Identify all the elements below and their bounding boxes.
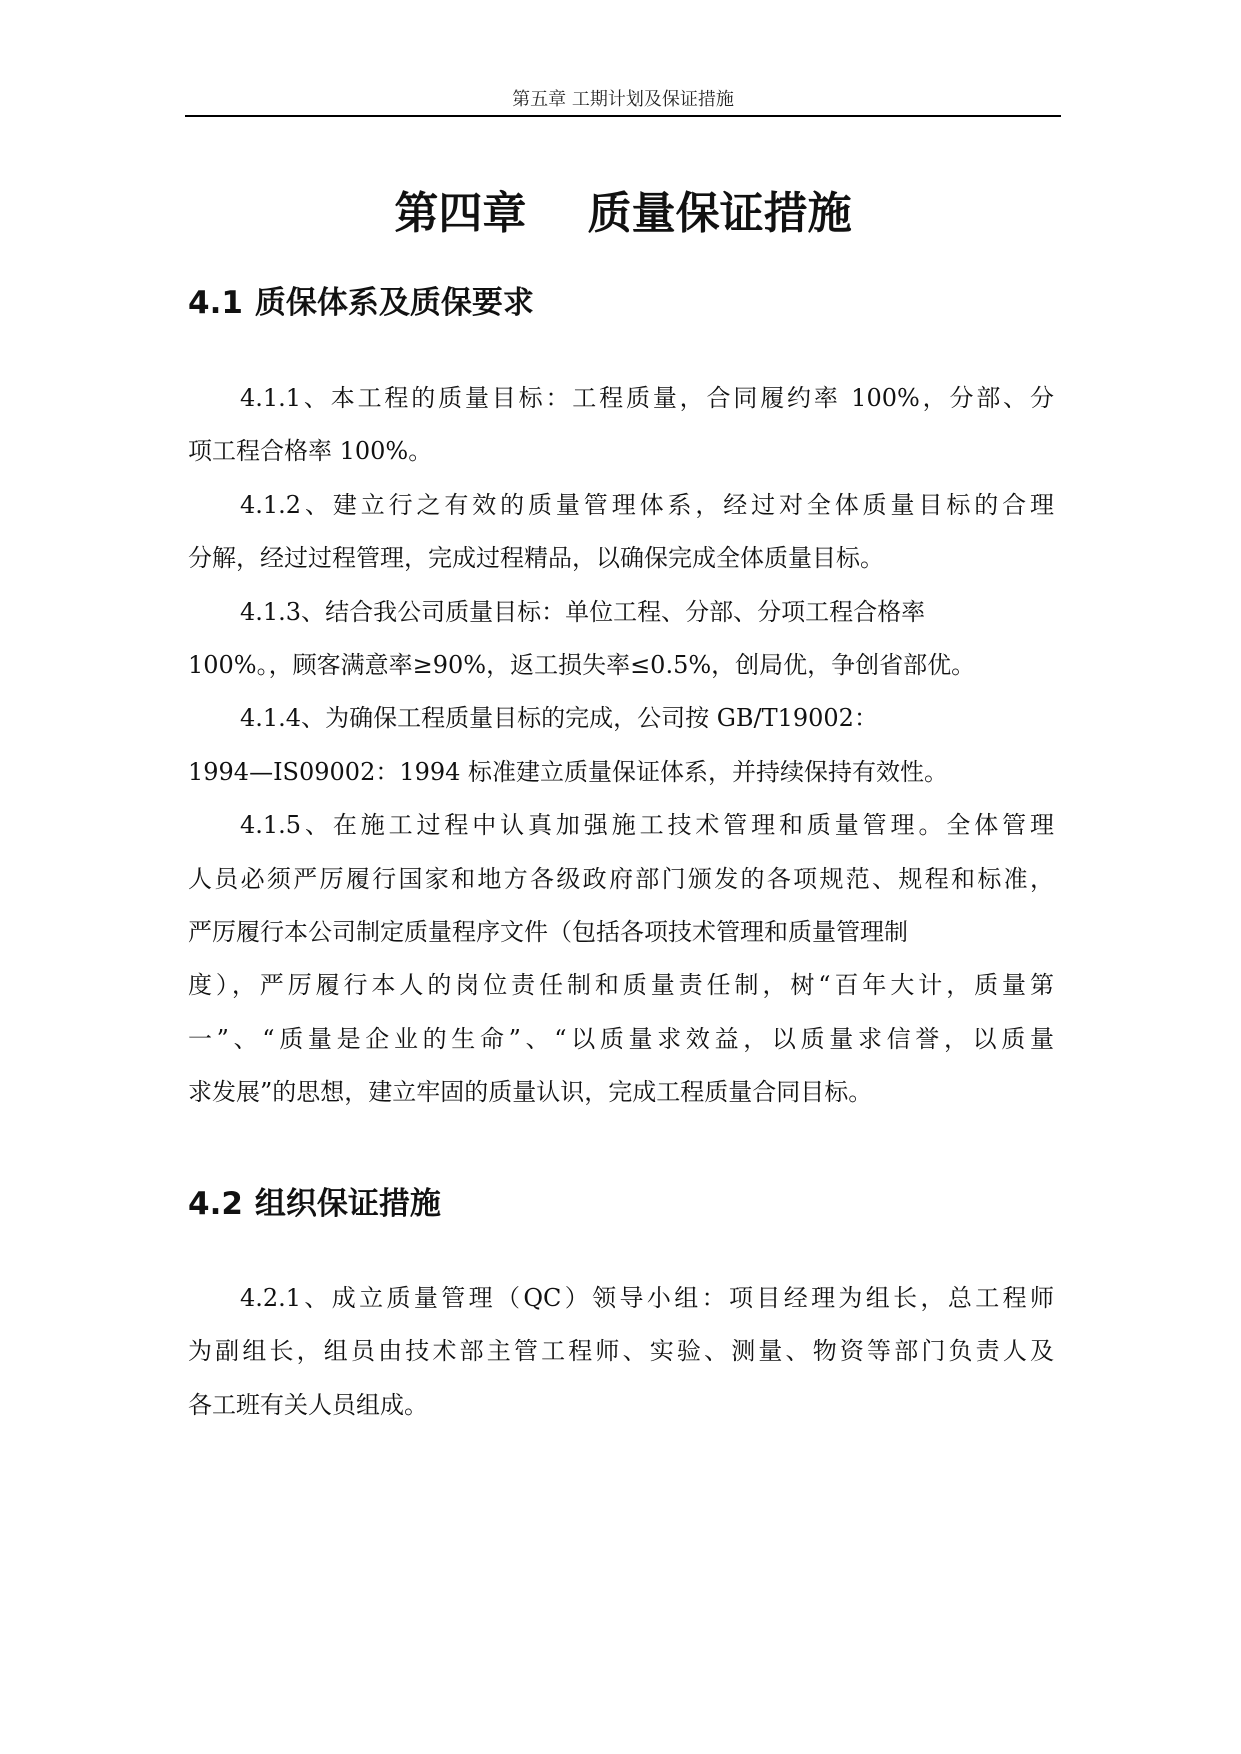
paragraph-line: 一”、“质量是企业的生命”、“以质量求效益，以质量求信誉，以质量 [188,1024,1054,1053]
paragraph-4-1-5 [188,799,1054,1119]
section-title: 组织保证措施 [254,1186,441,1222]
paragraph-line: 4.1.3、结合我公司质量目标：单位工程、分部、分项工程合格率 [240,597,926,626]
section-title: 质保体系及质保要求 [254,285,534,321]
paragraph-4-1-4 [188,692,1054,799]
paragraph-line: 度），严厉履行本人的岗位责任制和质量责任制，树“百年大计，质量第 [188,971,1054,1000]
paragraph-line: 1994—IS09002：1994 标准建立质量保证体系，并持续保持有效性。 [188,757,949,786]
paragraph-4-1-2 [188,479,1054,586]
paragraph-line: 严厉履行本公司制定质量程序文件（包括各项技术管理和质量管理制 [188,917,908,946]
paragraph-line: 4.1.1、本工程的质量目标：工程质量，合同履约率 100%，分部、分 [240,384,1054,412]
paragraph-line: 为副组长，组员由技术部主管工程师、实验、测量、物资等部门负责人及 [188,1337,1054,1366]
paragraph-line: 4.1.4、为确保工程质量目标的完成，公司按 GB/T19002： [240,704,878,733]
paragraph-line: 人员必须严厉履行国家和地方各级政府部门颁发的各项规范、规程和标准， [188,864,1054,893]
paragraph-line: 求发展”的思想，建立牢固的质量认识，完成工程质量合同目标。 [188,1078,873,1107]
paragraph-line: 各工班有关人员组成。 [188,1390,428,1419]
section-4-1-body [188,372,1054,1119]
paragraph-line: 4.1.2、建立行之有效的质量管理体系，经过对全体质量目标的合理 [240,490,1054,519]
paragraph-line: 4.2.1、成立质量管理（QC）领导小组：项目经理为组长，总工程师 [240,1284,1054,1312]
section-heading-4-2 [188,1184,441,1224]
paragraph-4-1-3 [188,586,1054,693]
paragraph-line: 项工程合格率 100%。 [188,437,433,466]
running-header: 第五章 工期计划及保证措施 [512,89,734,110]
section-number: 4.2 [188,1186,243,1222]
section-heading-4-1 [188,283,534,323]
section-number: 4.1 [188,285,243,321]
paragraph-line: 分解，经过过程管理，完成过程精品，以确保完成全体质量目标。 [188,544,884,573]
paragraph-line: 100%。，顾客满意率≥90%，返工损失率≤0.5%，创局优，争创省部优。 [188,650,976,679]
chapter-title: 第四章 质量保证措施 [394,188,852,239]
section-4-2-body [188,1272,1054,1432]
paragraph-line: 4.1.5、在施工过程中认真加强施工技术管理和质量管理。全体管理 [240,811,1054,840]
header-divider [185,115,1061,117]
paragraph-4-2-1 [188,1272,1054,1432]
paragraph-4-1-1 [188,372,1054,479]
